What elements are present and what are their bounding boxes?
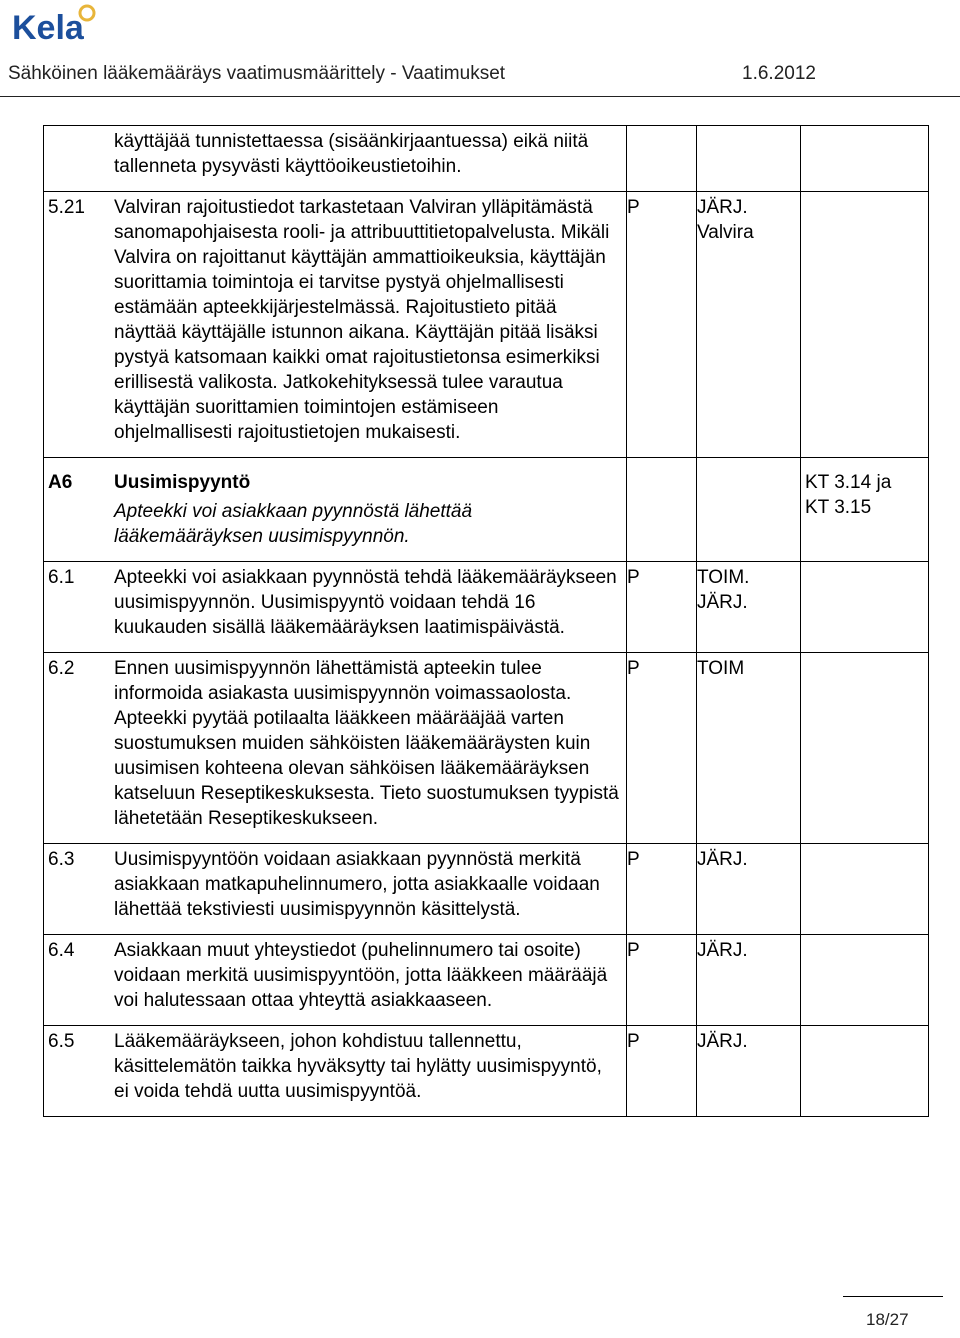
table-row <box>44 653 929 844</box>
document-title: Sähköinen lääkemääräys vaatimusmäärittely - Vaatimukset <box>8 63 506 84</box>
section-header-row <box>44 458 929 562</box>
table-row <box>44 562 929 653</box>
section-title: Uusimispyyntö <box>114 472 251 493</box>
requirement-text: Asiakkaan muut yhteystiedot (puhelinnumero tai osoite) voidaan merkitä uusimispyyntöön, jotta lääkkeen määrääjä voi halutessaan ottaa yhteyttä asiakkaaseen. <box>114 940 608 1011</box>
requirement-text: Ennen uusimispyynnön lähettämistä apteekin tulee informoida asiakasta uusimispyynnön voimassaolosta. Apteekki pyytää potilaalta lääkkeen määrääjää varten suostumuksen muiden sähköisten lääkemääräysten kuin uusimisen kohteena olevan sähköisen lääkemääräyksen katseluun Reseptikeskuksesta. Tieto suostumuksen tyypistä lähetetään Reseptikeskukseen. <box>114 658 619 829</box>
requirement-text: Uusimispyyntöön voidaan asiakkaan pyynnöstä merkitä asiakkaan matkapuhelinnumero, jotta asiakkaalle voidaan lähettää tekstiviesti uusimispyynnön käsittelystä. <box>114 849 600 920</box>
responsibility-text: TOIM. JÄRJ. <box>697 567 750 613</box>
priority-cell: P <box>627 844 697 935</box>
kela-logo-graphic <box>12 2 102 46</box>
section-reference: KT 3.14 ja KT 3.15 <box>805 472 892 518</box>
requirement-text: Apteekki voi asiakkaan pyynnöstä tehdä lääkemääräykseen uusimispyynnön. Uusimispyyntö voidaan tehdä 16 kuukauden sisällä lääkemääräyksen laatimispäivästä. <box>114 567 617 638</box>
responsibility-cell: JÄRJ. <box>697 1026 801 1117</box>
requirement-text: käyttäjää tunnistettaessa (sisäänkirjaantuessa) eikä niitä tallenneta pysyvästi käyttöoikeustietoihin. <box>114 131 589 177</box>
table-row <box>44 935 929 1026</box>
priority-cell: P <box>627 653 697 844</box>
priority-cell: P <box>627 562 697 653</box>
responsibility-cell: JÄRJ. <box>697 844 801 935</box>
kela-logo <box>12 2 102 46</box>
row-number: 6.1 <box>48 567 75 588</box>
table-row <box>44 126 929 192</box>
row-number: 6.4 <box>48 940 75 961</box>
priority-cell: P <box>627 935 697 1026</box>
kela-logo-wordmark: Kela <box>12 9 84 46</box>
row-number: 6.3 <box>48 849 75 870</box>
responsibility-cell: TOIM <box>697 653 801 844</box>
reference-cell <box>801 126 929 192</box>
row-number <box>48 129 114 179</box>
requirements-table <box>43 125 929 1117</box>
document-date: 1.6.2012 <box>742 63 816 84</box>
table-row <box>44 844 929 935</box>
footer-divider <box>843 1296 943 1297</box>
requirement-text: Lääkemääräykseen, johon kohdistuu tallennettu, käsittelemätön taikka hyväksytty tai hylätty uusimispyyntö, ei voida tehdä uutta uusimispyyntöä. <box>114 1031 602 1102</box>
table-row <box>44 192 929 458</box>
responsibility-cell <box>697 192 801 458</box>
table-row <box>44 1026 929 1117</box>
section-subtitle: Apteekki voi asiakkaan pyynnöstä lähettää lääkemääräyksen uusimispyynnön. <box>114 501 473 547</box>
priority-cell: P <box>627 192 697 458</box>
responsibility-text: JÄRJ. Valvira <box>697 197 754 243</box>
requirement-text: Valviran rajoitustiedot tarkastetaan Valviran ylläpitämästä sanomapohjaisesta rooli- ja attribuuttitietopalvelusta. Mikäli Valvira on rajoittanut käyttäjän ammattioikeuksia, käyttäjän suorittamia toimintoja ei tarvitse pystyä ohjelmallisesti estämään apteekkijärjestelmässä. Rajoitustieto pitää näyttää käyttäjälle istunnon aikana. Käyttäjän pitää lisäksi pystyä katsomaan kaikki omat rajoitustietonsa esimerkiksi erillisestä valikosta. Jatkokehityksessä tulee varautua käyttäjän suorittamien toimintojen estämiseen ohjelmallisesti rajoitustietojen mukaisesti. <box>114 197 610 443</box>
priority-cell: P <box>627 1026 697 1117</box>
row-number: 5.21 <box>48 197 85 218</box>
page-number: 18/27 <box>866 1310 909 1329</box>
responsibility-cell <box>697 126 801 192</box>
row-number: 6.2 <box>48 658 75 679</box>
responsibility-cell: JÄRJ. <box>697 935 801 1026</box>
priority-cell <box>627 126 697 192</box>
reference-cell <box>801 192 929 458</box>
row-number: 6.5 <box>48 1031 75 1052</box>
section-number: A6 <box>48 472 73 493</box>
header-divider <box>0 96 960 97</box>
